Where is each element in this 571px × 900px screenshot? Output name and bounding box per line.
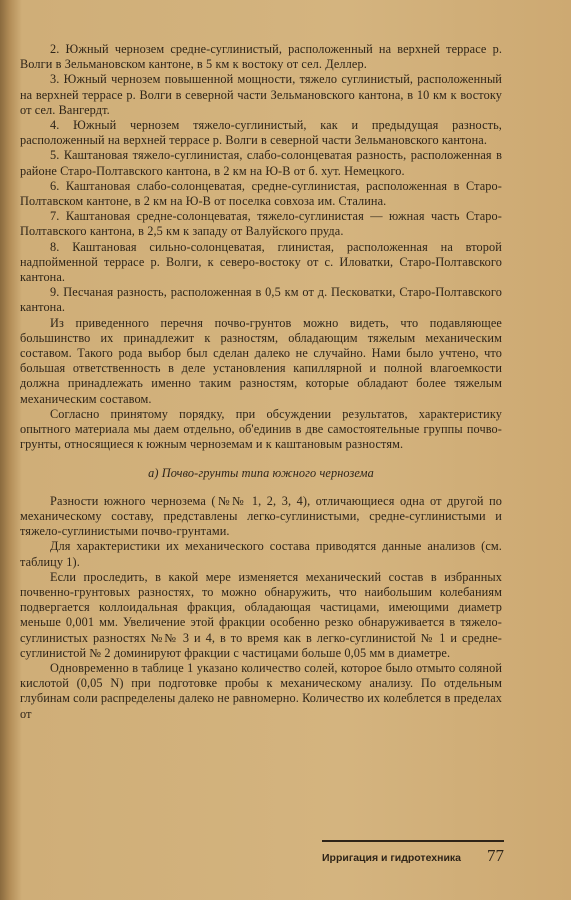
page-footer [322, 840, 504, 866]
list-item-9: 9. Песчаная разность, расположенная в 0,5 км от д. Песковатки, Старо-Полтавского кантона. [20, 285, 502, 315]
journal-title: Ирригация и гидротехника [322, 852, 462, 864]
list-item-3: 3. Южный чернозем повышенной мощности, тяжело суглинистый, расположенный на верхней террасе р. Волги в северной части Зельмановского кантона, в 10 км к востоку от сел. Вангердт. [20, 72, 502, 117]
list-item-5: 5. Каштановая тяжело-суглинистая, слабо-солонцеватая разность, расположенная в районе Старо-Полтавского кантона, в 2 км на Ю-В от б. хут. Немецкого. [20, 148, 502, 178]
list-item-6: 6. Каштановая слабо-солонцеватая, средне-суглинистая, расположенная в Старо-Полтавском кантоне, в 2 км на Ю-В от поселка совхоза им. Сталина. [20, 178, 502, 209]
list-item-2: 2. Южный чернозем средне-суглинистый, расположенный на верхней террасе р. Волги в Зельмановском кантоне, в 5 км к востоку от сел. Деллер. [20, 42, 502, 72]
paragraph-table-reference: Для характеристики их механического состава приводятся данные анализов (см. таблицу 1). [20, 539, 502, 569]
list-item-4: 4. Южный чернозем тяжело-суглинистый, как и предыдущая разность, расположенный на верхней террасе р. Волги в северной части Зельмановского кантона. [20, 118, 502, 148]
body-text [20, 42, 502, 722]
list-item-8: 8. Каштановая сильно-солонцеватая, глинистая, расположенная на второй надпойменной террасе р. Волги, к северо-востоку от с. Иловатки, Старо-Полтавского кантона. [20, 239, 502, 285]
page-number: 77 [487, 846, 504, 865]
paragraph-chernozem-varieties: Разности южного чернозема (№№ 1, 2, 3, 4), отличающиеся одна от другой по механическому составу, представлены легко-суглинистыми, средне-суглинистыми и тяжело-суглинистыми почво-грунтами. [20, 493, 502, 539]
paragraph-colloidal-fraction: Если проследить, в какой мере изменяется механический состав в избранных почвенно-грунтовых разностях, то можно обнаружить, что наибольшим колебаниям подвергается коллоидальная фракция, обладающая частицами, имеющими диаметр меньше 0,001 мм. Увеличение этой фракции особенно резко обнаруживается в тяжело-суглинистых разностях №№ 3 и 4, в то время как в легко-суглинистой № 1 и средне-суглинистой № 2 доминируют фракции с частицами больше 0,05 мм в диаметре. [20, 569, 502, 660]
paragraph-grouping: Согласно принятому порядку, при обсуждении результатов, характеристику опытного материала мы даем отдельно, об'единив в две самостоятельные группы почво-грунты, относящиеся к южным черноземам и к каштановым разностям. [20, 406, 502, 452]
paragraph-selection-rationale: Из приведенного перечня почво-грунтов можно видеть, что подавляющее большинство их принадлежит к разностям, обладающим тяжелым механическим составом. Такого рода выбор был сделан далеко не случайно. Нами было учтено, что большая ответственность в деле установления капиллярной и полной влагоемкости должна принадлежать именно таким разностям, которые обладают более тяжелым механическим составом. [20, 315, 502, 406]
list-item-7: 7. Каштановая средне-солонцеватая, тяжело-суглинистая — южная часть Старо-Полтавского кантона, в 2,5 км к западу от Валуйского пруда. [20, 209, 502, 239]
paragraph-salts: Одновременно в таблице 1 указано количество солей, которое было отмыто соляной кислотой (0,05 N) при подготовке пробы к механическому анализу. По отдельным глубинам соли распределены далеко не равномерно. Количество их колеблется в пределах от [20, 660, 502, 721]
section-subheading: а) Почво-грунты типа южного чернозема [148, 466, 374, 481]
